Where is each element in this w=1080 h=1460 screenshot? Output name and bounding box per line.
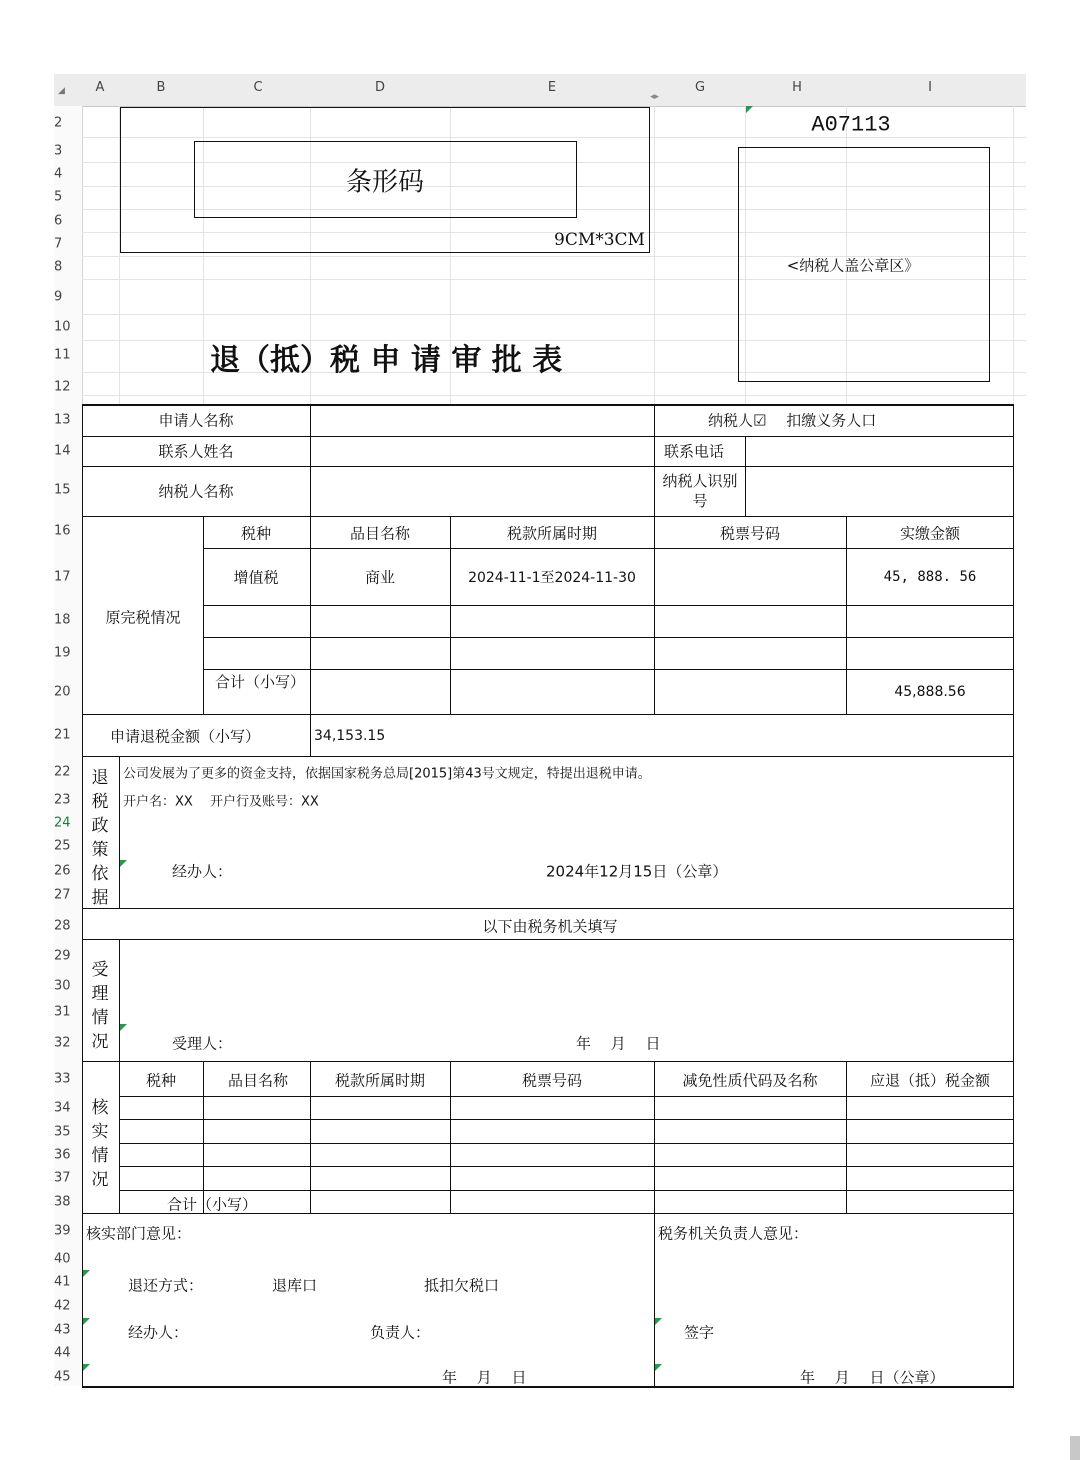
taxpayer-name-value-cell[interactable] bbox=[311, 467, 653, 515]
row-number[interactable]: 17 bbox=[54, 569, 71, 585]
page-title: 退（抵）税 申 请 审 批 表 bbox=[210, 343, 563, 378]
row-number[interactable]: 36 bbox=[54, 1147, 71, 1163]
applicant-value-cell[interactable] bbox=[311, 406, 653, 436]
row-number[interactable]: 22 bbox=[54, 764, 71, 780]
row-number[interactable]: 40 bbox=[54, 1251, 71, 1267]
row-number[interactable]: 37 bbox=[54, 1170, 71, 1186]
column-header-b[interactable]: B bbox=[156, 80, 166, 95]
refund-amount-value[interactable]: 34,153.15 bbox=[314, 728, 386, 744]
orig-subtotal-label: 合计（小写） bbox=[215, 673, 306, 691]
dept-head-label: 负责人： bbox=[370, 1323, 431, 1342]
orig-row-tax-type[interactable]: 增值税 bbox=[233, 568, 279, 587]
orig-header-amount: 实缴金额 bbox=[899, 524, 961, 543]
column-header-c[interactable]: C bbox=[253, 80, 263, 95]
gridline bbox=[1013, 106, 1014, 404]
policy-basis-label: 退税政策依据 bbox=[91, 768, 109, 908]
row-number[interactable]: 4 bbox=[54, 166, 63, 182]
comment-marker bbox=[83, 1318, 90, 1325]
column-header-h[interactable]: H bbox=[792, 80, 802, 95]
applicant-label: 申请人名称 bbox=[158, 411, 234, 430]
row-number[interactable]: 6 bbox=[54, 213, 63, 229]
row-number[interactable]: 41 bbox=[54, 1274, 71, 1290]
verify-subtotal-label: 合计（小写） bbox=[166, 1195, 258, 1214]
original-tax-label: 原完税情况 bbox=[105, 608, 181, 627]
row-number[interactable]: 27 bbox=[54, 887, 71, 903]
comment-marker bbox=[120, 860, 127, 867]
row-number[interactable]: 42 bbox=[54, 1298, 71, 1314]
hidden-column-marker[interactable]: ◂▸ bbox=[650, 92, 660, 102]
contact-label: 联系人姓名 bbox=[158, 442, 234, 461]
comment-marker bbox=[83, 1270, 90, 1277]
row-number[interactable]: 3 bbox=[54, 143, 63, 159]
option-treasury-checkbox[interactable]: 退库口 bbox=[272, 1276, 318, 1295]
row-number[interactable]: 20 bbox=[54, 684, 71, 700]
row-number[interactable]: 23 bbox=[54, 792, 71, 808]
policy-text[interactable]: 公司发展为了更多的资金支持，依据国家税务总局[2015]第43号文规定，特提出退税申请。 bbox=[123, 766, 651, 782]
orig-header-tax-type: 税种 bbox=[240, 524, 272, 543]
row-number[interactable]: 35 bbox=[54, 1124, 71, 1140]
column-header-d[interactable]: D bbox=[374, 80, 386, 95]
column-header-i[interactable]: I bbox=[928, 80, 932, 95]
orig-header-item: 品目名称 bbox=[349, 524, 411, 543]
row-number[interactable]: 44 bbox=[54, 1345, 71, 1361]
row-number[interactable]: 15 bbox=[54, 482, 71, 498]
row-number[interactable]: 24 bbox=[54, 815, 71, 831]
scrollbar-thumb[interactable] bbox=[1070, 1436, 1080, 1460]
row-number[interactable]: 2 bbox=[54, 115, 63, 131]
row-number[interactable]: 11 bbox=[54, 347, 71, 363]
row-number[interactable]: 8 bbox=[54, 259, 63, 275]
row-number[interactable]: 26 bbox=[54, 863, 71, 879]
taxpayer-type-selector[interactable]: 纳税人☑ 扣缴义务人口 bbox=[708, 411, 877, 430]
refund-method-label: 退还方式： bbox=[128, 1276, 204, 1295]
row-number[interactable]: 16 bbox=[54, 523, 71, 539]
column-header-g[interactable]: G bbox=[694, 80, 706, 95]
leader-opinion-label: 税务机关负责人意见： bbox=[658, 1224, 809, 1243]
verify-header-item: 品目名称 bbox=[227, 1071, 289, 1090]
verification-label: 核实情况 bbox=[91, 1098, 109, 1190]
bank-account-text[interactable]: 开户名：XX 开户行及账号：XX bbox=[123, 794, 319, 810]
acceptance-label: 受理情况 bbox=[91, 960, 109, 1052]
row-number[interactable]: 30 bbox=[54, 978, 71, 994]
column-header-a[interactable]: A bbox=[95, 80, 105, 95]
gridline bbox=[654, 106, 655, 404]
verify-header-ticket: 税票号码 bbox=[521, 1071, 583, 1090]
row-number[interactable]: 21 bbox=[54, 727, 71, 743]
row-number[interactable]: 19 bbox=[54, 645, 71, 661]
row-number[interactable]: 31 bbox=[54, 1004, 71, 1020]
orig-row-amount[interactable]: 45, 888. 56 bbox=[883, 569, 977, 585]
verify-header-reduction-code: 减免性质代码及名称 bbox=[682, 1071, 818, 1090]
column-header-e[interactable]: E bbox=[547, 80, 557, 95]
dept-handler-label: 经办人： bbox=[128, 1323, 189, 1342]
form-code: A07113 bbox=[811, 112, 891, 138]
comment-marker bbox=[655, 1318, 662, 1325]
verify-header-period: 税款所属时期 bbox=[334, 1071, 426, 1090]
row-number[interactable]: 7 bbox=[54, 236, 63, 252]
row-number[interactable]: 29 bbox=[54, 948, 71, 964]
comment-marker bbox=[655, 1364, 662, 1371]
taxpayer-id-value-cell[interactable] bbox=[746, 467, 1012, 515]
row-number[interactable]: 5 bbox=[54, 189, 63, 205]
row-number[interactable]: 25 bbox=[54, 838, 71, 854]
row-number[interactable]: 43 bbox=[54, 1322, 71, 1338]
verify-header-refund-amount: 应退（抵）税金额 bbox=[869, 1071, 991, 1090]
tax-authority-note: 以下由税务机关填写 bbox=[482, 917, 618, 936]
row-number[interactable]: 12 bbox=[54, 379, 71, 395]
row-number[interactable]: 45 bbox=[54, 1369, 71, 1385]
acceptor-label: 受理人： bbox=[172, 1034, 233, 1053]
gridline bbox=[82, 395, 1026, 396]
comment-marker bbox=[746, 106, 753, 113]
row-number[interactable]: 14 bbox=[54, 443, 71, 459]
contact-value-cell[interactable] bbox=[311, 437, 653, 465]
phone-value-cell[interactable] bbox=[746, 437, 1012, 465]
policy-date[interactable]: 2024年12月15日（公章） bbox=[546, 862, 728, 881]
barcode-size: 9CM*3CM bbox=[554, 230, 645, 250]
orig-subtotal-amount[interactable]: 45,888.56 bbox=[894, 684, 966, 700]
row-number[interactable]: 28 bbox=[54, 918, 71, 934]
refund-amount-label: 申请退税金额（小写） bbox=[110, 727, 261, 746]
orig-row-period[interactable]: 2024-11-1至2024-11-30 bbox=[468, 570, 636, 586]
dept-opinion-label: 核实部门意见： bbox=[86, 1224, 192, 1243]
sign-label: 签字 bbox=[684, 1323, 715, 1342]
row-number[interactable]: 10 bbox=[54, 319, 71, 335]
comment-marker bbox=[83, 1364, 90, 1371]
phone-label: 联系电话 bbox=[664, 442, 725, 461]
leader-date-seal[interactable]: 年 月 日（公章） bbox=[800, 1368, 945, 1387]
acceptance-date[interactable]: 年 月 日 bbox=[576, 1034, 661, 1053]
row-number[interactable]: 32 bbox=[54, 1035, 71, 1051]
option-offset-checkbox[interactable]: 抵扣欠税口 bbox=[424, 1276, 500, 1295]
row-number[interactable]: 39 bbox=[54, 1223, 71, 1239]
row-number[interactable]: 9 bbox=[54, 289, 63, 305]
column-header-bar bbox=[54, 74, 1026, 107]
orig-header-ticket: 税票号码 bbox=[719, 524, 781, 543]
barcode-label: 条形码 bbox=[345, 167, 425, 198]
verify-header-tax-type: 税种 bbox=[145, 1071, 177, 1090]
dept-date[interactable]: 年 月 日 bbox=[442, 1368, 527, 1387]
row-number[interactable]: 18 bbox=[54, 612, 71, 628]
taxpayer-name-label: 纳税人名称 bbox=[158, 482, 234, 501]
row-number[interactable]: 33 bbox=[54, 1071, 71, 1087]
row-number[interactable]: 13 bbox=[54, 412, 71, 428]
row-number[interactable]: 34 bbox=[54, 1100, 71, 1116]
select-all-corner[interactable]: ◢ bbox=[58, 86, 65, 96]
orig-row-item[interactable]: 商业 bbox=[364, 568, 396, 587]
orig-header-period: 税款所属时期 bbox=[506, 524, 598, 543]
policy-handler-label: 经办人： bbox=[172, 862, 233, 881]
row-number[interactable]: 38 bbox=[54, 1194, 71, 1210]
seal-area-label: <纳税人盖公章区》 bbox=[786, 256, 920, 275]
taxpayer-id-label: 纳税人识别号 bbox=[662, 472, 738, 510]
comment-marker bbox=[120, 1024, 127, 1031]
